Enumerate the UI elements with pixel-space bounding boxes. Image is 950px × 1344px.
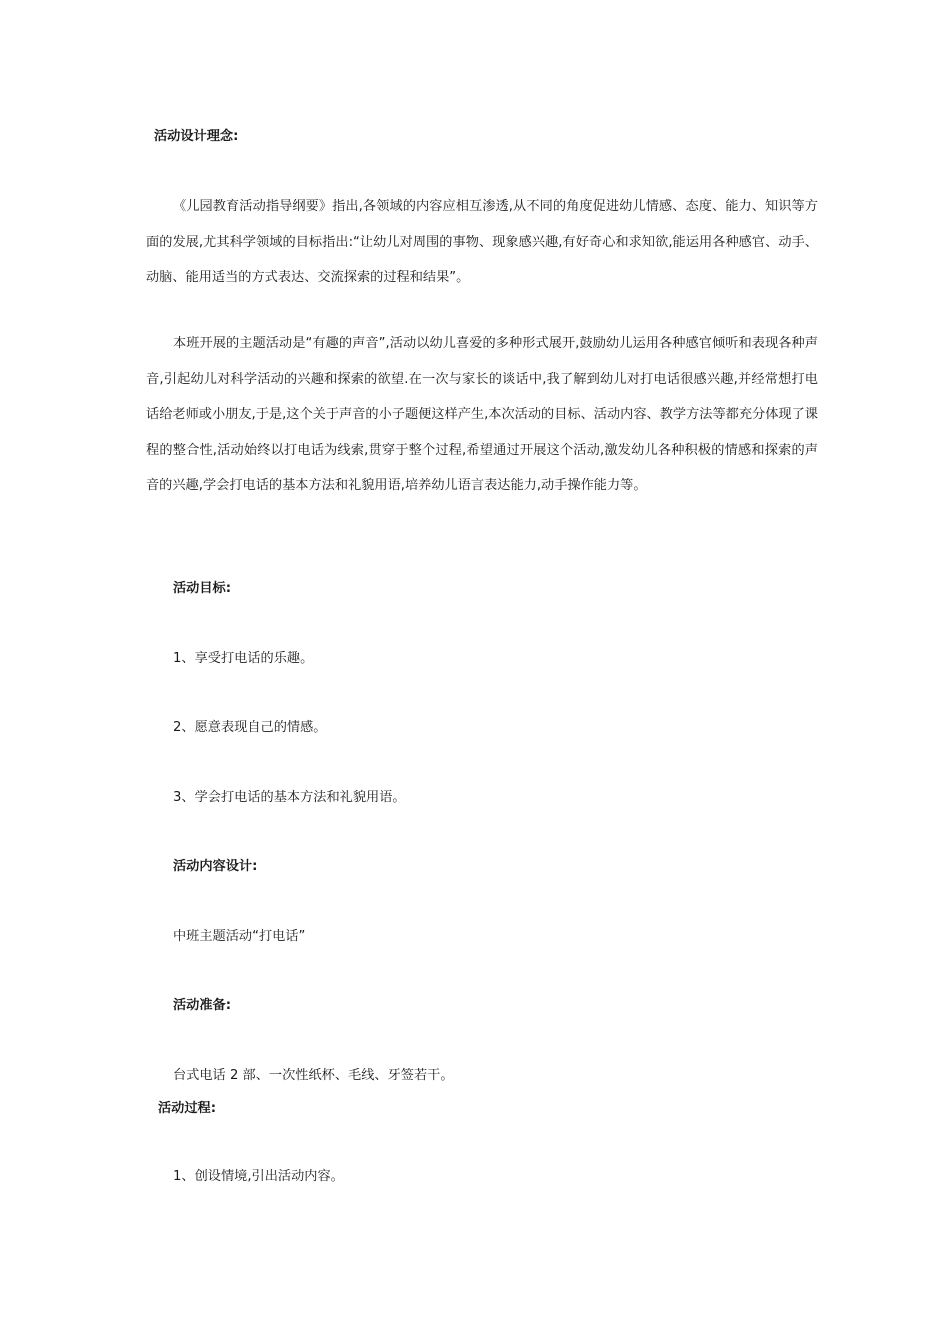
design-concept-heading: 活动设计理念: bbox=[154, 129, 239, 144]
process-item-1: 1、创设情境,引出活动内容。 bbox=[173, 1169, 344, 1184]
goals-heading: 活动目标: bbox=[173, 581, 232, 596]
design-concept-paragraph-2: 本班开展的主题活动是“有趣的声音”,活动以幼儿喜爱的多种形式展开,鼓励幼儿运用各种感官倾听和表现各种声音,引起幼儿对科学活动的兴趣和探索的欲望.在一次与家长的谈话中,我了解到幼儿对打电话很感兴趣,并经常想打电话给老师或小朋友,于是,这个关于声音的小子题便这样产生,本次活动的目标、活动内容、教学方法等都充分体现了课程的整合性,活动始终以打电话为线索,贯穿于整个过程,希望通过开展这个活动,激发幼儿各种积极的情感和探索的声音的兴趣,学会打电话的基本方法和礼貌用语,培养幼儿语言表达能力,动手操作能力等。 bbox=[146, 336, 818, 493]
design-concept-paragraph-1: 《儿园教育活动指导纲要》指出,各领域的内容应相互渗透,从不同的角度促进幼儿情感、态度、能力、知识等方面的发展,尤其科学领域的目标指出:“让幼儿对周围的事物、现象感兴趣,有好奇心和求知欲,能运用各种感官、动手、动脑、能用适当的方式表达、交流探索的过程和结果”。 bbox=[146, 199, 818, 285]
goal-item-3: 3、学会打电话的基本方法和礼貌用语。 bbox=[173, 790, 406, 805]
goal-item-1: 1、享受打电话的乐趣。 bbox=[173, 651, 314, 666]
goal-item-2: 2、愿意表现自己的情感。 bbox=[173, 720, 327, 735]
preparation-heading: 活动准备: bbox=[173, 998, 232, 1013]
preparation-text: 台式电话 2 部、一次性纸杯、毛线、牙签若干。 bbox=[173, 1068, 454, 1083]
process-heading: 活动过程: bbox=[158, 1101, 217, 1116]
content-design-heading: 活动内容设计: bbox=[173, 859, 258, 874]
content-design-text: 中班主题活动“打电话” bbox=[173, 929, 306, 944]
